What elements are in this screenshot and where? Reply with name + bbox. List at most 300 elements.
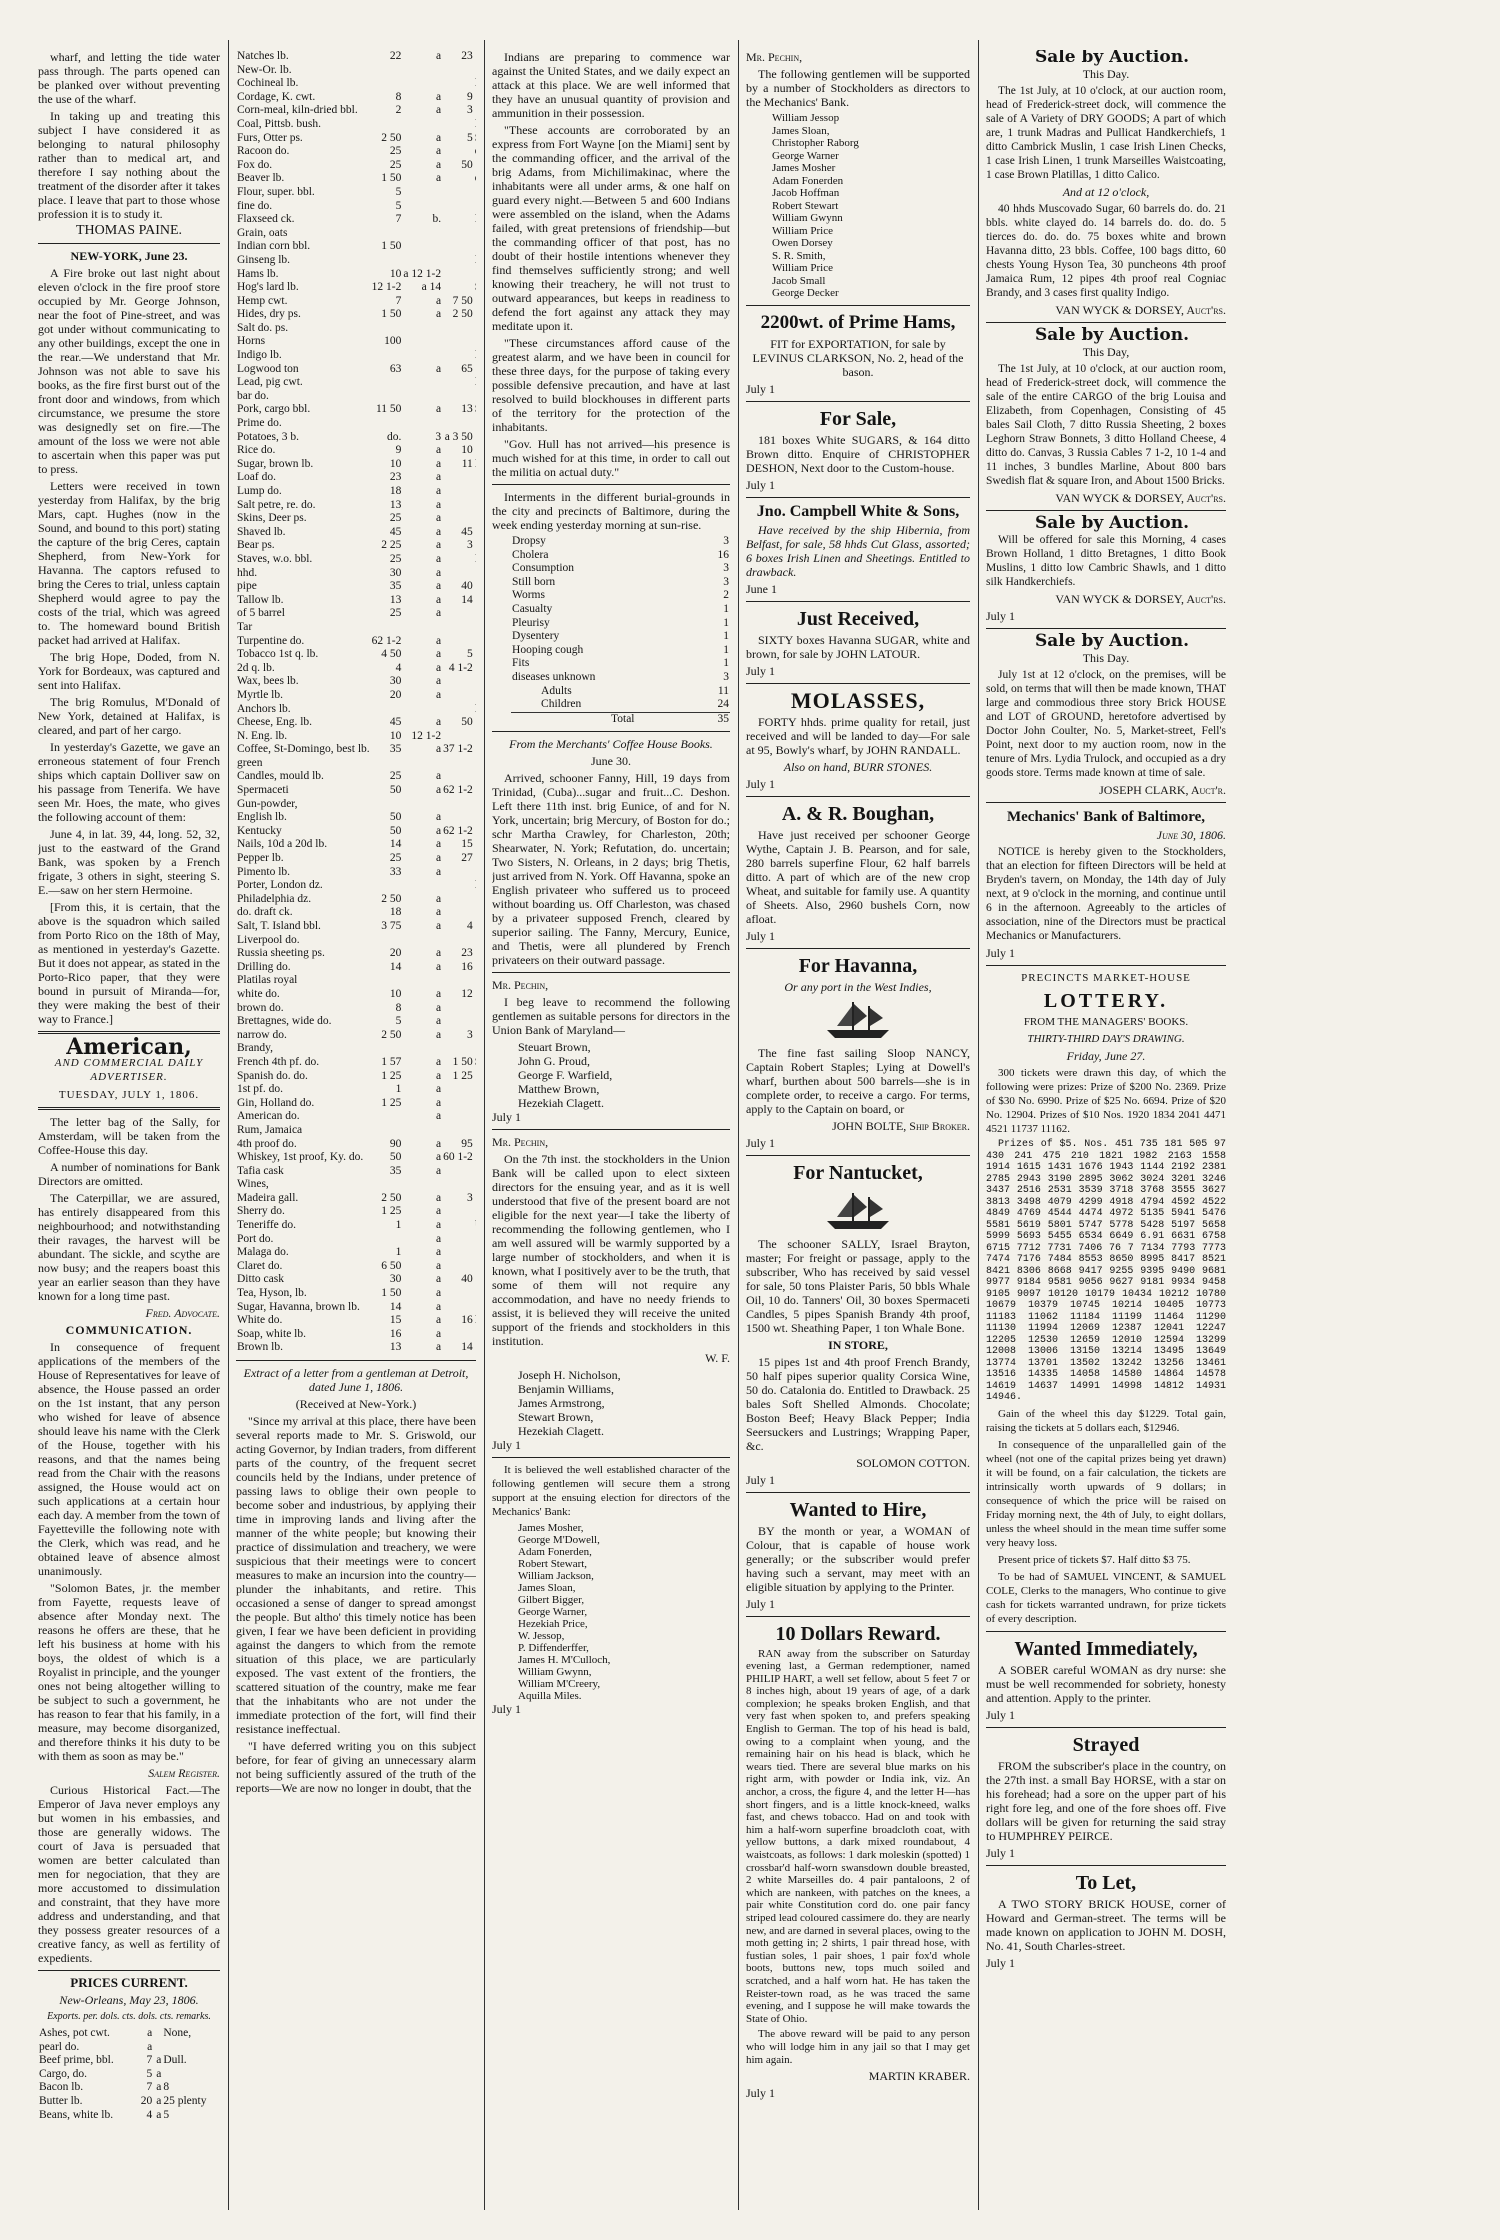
table-cell: 13 xyxy=(389,593,402,606)
dateline: June 30. xyxy=(591,754,631,769)
source-credit: Salem Register. xyxy=(148,1766,220,1780)
table-cell: Pepper lb. xyxy=(237,852,284,865)
column-2 xyxy=(236,50,476,2200)
prices-table xyxy=(236,50,476,1355)
table-cell: 2 xyxy=(395,104,402,117)
divider xyxy=(492,731,730,732)
list-item: George Warner xyxy=(772,149,839,162)
table-cell xyxy=(371,376,403,390)
table-cell xyxy=(474,743,476,757)
article-paragraph: Indians are preparing to commence war against the United States, and we daily expect an attack at this place. We are well informed that they have an unusual quantity of provision and ammunition in their possession. xyxy=(492,50,730,120)
table-cell xyxy=(402,1042,442,1056)
table-row xyxy=(236,567,476,581)
table-cell xyxy=(442,376,474,390)
table-cell: a xyxy=(435,457,442,470)
table-cell: 25 xyxy=(389,852,402,865)
list-item: Owen Dorsey xyxy=(772,237,833,249)
divider xyxy=(746,1492,970,1493)
table-cell: a xyxy=(435,50,442,62)
table-cell: Total xyxy=(511,712,709,726)
table-cell: 62 1-2 xyxy=(371,634,402,647)
table-row xyxy=(236,1260,476,1274)
ad-title: Sale by Auction. xyxy=(1035,631,1189,651)
table-cell: 13 xyxy=(461,403,473,416)
table-cell: 20 xyxy=(140,2094,153,2107)
table-cell: 4 xyxy=(395,661,402,674)
table-cell xyxy=(442,77,474,91)
divider xyxy=(746,796,970,797)
table-cell: a xyxy=(435,920,442,932)
table-cell xyxy=(402,390,442,404)
table-row xyxy=(236,349,476,363)
table-cell: Fox do. xyxy=(237,158,273,171)
table-row xyxy=(236,281,476,295)
table-cell xyxy=(442,268,474,282)
table-cell: 95 xyxy=(461,1137,473,1150)
table-row xyxy=(236,104,476,118)
ad-date: July 1 xyxy=(492,1438,522,1453)
list-item: W. Jessop, xyxy=(518,1630,565,1643)
table-row xyxy=(236,213,476,227)
table-row xyxy=(236,1151,476,1165)
article-paragraph: "These circumstances afford cause of the greatest alarm, and we have been in council for these three days, for the purpose of taking every possible defensive precaution, and have at last resolved to build blockhouses in different parts of the territory for the protection of the inhabitants. xyxy=(492,336,730,434)
table-cell xyxy=(474,825,476,839)
table-cell: 5 xyxy=(395,1015,402,1028)
table-cell: 3 xyxy=(723,535,729,547)
column-rule xyxy=(738,40,739,2210)
table-cell xyxy=(474,186,476,200)
table-cell xyxy=(474,471,476,485)
list-item: William Gwynn, xyxy=(518,1666,592,1679)
table-cell: a xyxy=(435,444,442,457)
ad-date: July 1 xyxy=(746,477,776,492)
table-row xyxy=(236,1097,476,1111)
table-cell xyxy=(474,499,476,513)
list-item: John G. Proud, xyxy=(518,1054,591,1069)
table-cell xyxy=(442,512,474,526)
table-cell xyxy=(474,485,476,499)
table-cell xyxy=(371,757,403,771)
table-cell xyxy=(474,553,476,567)
ad-text: BY the month or year, a WOMAN of Colour, that is capable of house work generally; or the subscriber would prefer having such a servant, may meet with an eligible situation by applying to the Printer. xyxy=(746,1523,970,1594)
ad-title: Strayed xyxy=(1072,1733,1140,1756)
ad-title: For Sale, xyxy=(819,407,897,430)
table-cell xyxy=(442,213,474,227)
table-cell xyxy=(402,1124,442,1138)
table-cell: a xyxy=(435,1137,442,1150)
table-row xyxy=(38,2068,220,2082)
table-cell xyxy=(442,621,474,635)
signature: THOMAS PAINE. xyxy=(75,223,183,238)
table-header: Exports. per. dols. cts. dols. cts. remarks. xyxy=(47,2011,211,2022)
name-list xyxy=(492,1522,730,1702)
table-row xyxy=(511,630,730,644)
table-cell: American do. xyxy=(237,1110,300,1123)
table-cell: 18 xyxy=(389,906,402,919)
table-cell: a xyxy=(435,90,442,103)
table-cell xyxy=(371,798,403,812)
table-row xyxy=(236,363,476,377)
table-cell xyxy=(474,1287,476,1301)
table-row xyxy=(236,743,476,757)
table-cell: a xyxy=(156,2108,162,2121)
table-row xyxy=(38,2027,220,2041)
table-cell: Bacon lb. xyxy=(39,2081,84,2094)
ad-title: Sale by Auction. xyxy=(1035,325,1189,345)
table-cell: 50 xyxy=(389,824,402,837)
table-cell: Russia sheeting ps. xyxy=(237,947,325,960)
table-row xyxy=(236,1178,476,1192)
table-cell xyxy=(474,1314,476,1328)
divider xyxy=(746,683,970,684)
table-cell: Casualty xyxy=(512,602,553,615)
table-row xyxy=(236,1287,476,1301)
table-cell: Tar xyxy=(237,620,253,633)
table-row xyxy=(236,1029,476,1043)
table-cell: a xyxy=(435,1341,442,1354)
table-row xyxy=(236,784,476,798)
table-cell xyxy=(153,2041,162,2055)
table-row xyxy=(236,1192,476,1206)
table-cell xyxy=(442,145,474,159)
table-cell: 16 xyxy=(717,548,729,561)
table-cell: a xyxy=(435,104,442,117)
table-cell: 1 xyxy=(723,630,729,643)
ad-subtitle: THIRTY-THIRD DAY'S DRAWING. xyxy=(1027,1033,1185,1045)
table-cell: None, xyxy=(163,2027,192,2039)
divider xyxy=(38,1970,220,1971)
table-cell xyxy=(442,1042,474,1056)
table-cell xyxy=(442,390,474,404)
table-cell xyxy=(442,186,474,200)
table-cell xyxy=(442,635,474,649)
table-cell xyxy=(474,1029,476,1043)
table-cell xyxy=(474,811,476,825)
table-cell: Furs, Otter ps. xyxy=(237,131,303,144)
list-item: William Jessop xyxy=(772,112,840,124)
table-cell: Porter, London dz. xyxy=(237,879,323,892)
table-cell: 3 xyxy=(467,539,473,552)
ad-subtitle: And at 12 o'clock, xyxy=(1062,185,1150,199)
table-cell xyxy=(474,1138,476,1152)
table-cell: a xyxy=(435,1232,442,1245)
ad-date: July 1 xyxy=(492,1110,522,1125)
table-cell xyxy=(371,64,403,78)
table-cell: Racoon do. xyxy=(237,145,290,158)
table-cell: Ditto cask xyxy=(237,1273,284,1286)
table-cell: bar do. xyxy=(237,389,269,402)
table-cell: 2 50 xyxy=(381,131,402,144)
list-item: P. Diffenderffer, xyxy=(518,1642,589,1655)
table-row xyxy=(236,934,476,948)
ad-title: A. & R. Boughan, xyxy=(781,802,935,825)
table-cell: a xyxy=(435,865,442,878)
table-cell xyxy=(442,172,474,186)
table-row xyxy=(236,268,476,282)
ad-text: FIT for EXPORTATION, for sale by LEVINUS CLARKSON, No. 2, head of the bason. xyxy=(752,336,964,379)
table-cell xyxy=(474,200,476,214)
ad-date: July 1 xyxy=(746,1472,776,1487)
table-row xyxy=(511,603,730,617)
signature: JOSEPH CLARK, Auct'r. xyxy=(1099,783,1226,797)
table-cell: Loaf do. xyxy=(237,471,276,484)
table-cell xyxy=(442,485,474,499)
ad-title: To Let, xyxy=(1075,1871,1137,1894)
table-cell: 1 25 xyxy=(452,1069,473,1082)
ad-text: FROM the subscriber's place in the country, on the 27th inst. a small Bay HORSE, with a star on his forehead; had a sore on the upper part of his right fore leg, and one of the fore shoes off. Five dollars will be given for returning the said stray to HUMPHREY PEIRCE. xyxy=(986,1758,1226,1843)
ad-text: Will be offered for sale this Morning, 4 cases Brown Holland, 1 ditto Bretagnes, 1 ditto Book Muslins, 1 ditto low Cambric Shawls, and 1 ditto silk Handkerchiefs. xyxy=(986,534,1226,588)
ad-date: July 1 xyxy=(746,1135,776,1150)
table-cell xyxy=(442,335,474,349)
table-cell: a xyxy=(435,566,442,579)
article-paragraph: Curious Historical Fact.—The Emperor of Java never employs any but women in his embassies, and those are generally widows. The court of Java is persuaded that women are better calculated than men for negociation, that they are more accustomed to dissimulation and constraint, that they have more address and understanding, and that they possess greater resources of a creative fancy, as well as fertility of expedients. xyxy=(38,1783,220,1965)
ad-title: 2200wt. of Prime Hams, xyxy=(760,311,956,333)
table-cell: Cheese, Eng. lb. xyxy=(237,716,313,729)
table-row xyxy=(236,866,476,880)
table-cell xyxy=(371,703,403,717)
table-cell: a xyxy=(435,539,442,552)
table-cell: 37 1-2 xyxy=(443,743,473,756)
table-cell: 12 xyxy=(461,987,473,1000)
table-cell xyxy=(442,1097,474,1111)
table-cell xyxy=(474,118,476,132)
list-item: Joseph H. Nicholson, xyxy=(518,1368,621,1383)
table-cell xyxy=(442,1301,474,1315)
table-cell: 62 1-2 xyxy=(443,824,473,837)
table-cell: Rice do. xyxy=(237,444,276,457)
table-cell xyxy=(474,635,476,649)
table-cell xyxy=(442,64,474,78)
table-cell: Tea, Hyson, lb. xyxy=(237,1287,307,1300)
table-cell: 20 xyxy=(389,688,402,701)
table-cell: Cargo, do. xyxy=(39,2067,88,2080)
table-cell xyxy=(474,159,476,173)
list-item: George Warner, xyxy=(518,1606,588,1619)
table-cell: a xyxy=(435,1246,442,1259)
table-cell: Spanish do. do. xyxy=(237,1069,308,1082)
salutation: Mr. Pechin, xyxy=(492,1135,549,1150)
table-cell xyxy=(474,988,476,1002)
table-cell xyxy=(474,1260,476,1274)
table-cell: 15 xyxy=(461,838,473,851)
table-cell: Bear ps. xyxy=(237,539,275,552)
table-cell xyxy=(442,703,474,717)
table-row xyxy=(236,703,476,717)
table-cell: Skins, Deer ps. xyxy=(237,512,307,525)
table-row xyxy=(236,1314,476,1328)
table-cell: 1 xyxy=(723,602,729,615)
table-cell: 1 50 xyxy=(452,1055,473,1068)
table-cell: a xyxy=(435,811,442,824)
table-cell: Whiskey, 1st proof, Ky. do. xyxy=(237,1151,364,1164)
table-cell: Rum, Jamaica xyxy=(237,1123,303,1136)
table-row xyxy=(511,644,730,658)
table-cell xyxy=(474,1110,476,1124)
ad-subtitle: FROM THE MANAGERS' BOOKS. xyxy=(1023,1016,1189,1028)
table-cell: 20 xyxy=(389,947,402,960)
masthead-subtitle: AND COMMERCIAL DAILY ADVERTISER. xyxy=(54,1057,204,1083)
table-row xyxy=(236,893,476,907)
table-cell xyxy=(474,594,476,608)
table-cell: 5 xyxy=(395,185,402,198)
issue-date: TUESDAY, JULY 1, 1806. xyxy=(58,1089,200,1101)
table-row xyxy=(236,947,476,961)
table-cell: 2 50 xyxy=(381,892,402,905)
table-row xyxy=(236,417,476,431)
table-cell: 14 xyxy=(461,1341,473,1354)
table-row xyxy=(511,549,730,563)
ad-subtitle: This Day, xyxy=(1082,345,1130,359)
table-cell: 1 xyxy=(395,1083,402,1096)
table-cell xyxy=(442,1246,474,1260)
table-row xyxy=(236,1138,476,1152)
table-cell xyxy=(474,974,476,988)
table-cell: 4th proof do. xyxy=(237,1137,297,1150)
table-cell: a xyxy=(435,1096,442,1109)
table-cell: Indigo lb. xyxy=(237,349,282,362)
ad-text: Present price of tickets $7. Half ditto $3 75. xyxy=(998,1553,1191,1566)
ad-text: Gain of the wheel this day $1229. Total gain, raising the tickets at 5 dollars each, $12946. xyxy=(986,1407,1226,1434)
table-cell xyxy=(371,118,403,132)
table-cell: 3 75 xyxy=(381,920,402,932)
table-cell xyxy=(402,335,442,349)
table-cell xyxy=(474,1341,476,1355)
divider xyxy=(38,243,220,244)
table-cell xyxy=(474,1205,476,1219)
table-row xyxy=(236,458,476,472)
table-cell: b. xyxy=(432,213,442,226)
table-cell xyxy=(442,200,474,214)
table-cell: Wines, xyxy=(237,1178,269,1191)
table-cell: 14 xyxy=(389,838,402,851)
table-row xyxy=(236,186,476,200)
table-cell: a xyxy=(435,634,442,647)
table-cell: 10 xyxy=(389,987,402,1000)
ad-date: July 1 xyxy=(746,381,776,396)
table-cell: a xyxy=(435,906,442,919)
table-cell xyxy=(402,934,442,948)
table-row xyxy=(236,1219,476,1233)
table-row xyxy=(236,50,476,64)
table-cell xyxy=(402,349,442,363)
table-cell xyxy=(442,1219,474,1233)
table-cell xyxy=(442,893,474,907)
divider xyxy=(986,1727,1226,1728)
table-cell xyxy=(371,974,403,988)
ad-text: FORTY hhds. prime quality for retail, just received and will be landed to day—For sale at 95, Bowly's wharf, by JOHN RANDALL. xyxy=(746,714,970,757)
table-cell xyxy=(402,200,442,214)
table-cell: 2 50 xyxy=(452,308,473,321)
table-cell: Pleurisy xyxy=(512,616,550,629)
column-3 xyxy=(492,50,730,2200)
table-cell xyxy=(402,376,442,390)
table-row xyxy=(236,648,476,662)
table-cell: Nails, 10d a 20d lb. xyxy=(237,838,328,851)
table-cell xyxy=(371,1042,403,1056)
table-cell xyxy=(442,1110,474,1124)
table-cell: Gin, Holland do. xyxy=(237,1096,315,1109)
table-row xyxy=(236,526,476,540)
table-row xyxy=(236,77,476,91)
table-cell: Lump do. xyxy=(237,485,282,497)
table-cell: a xyxy=(435,498,442,511)
table-cell: 10 xyxy=(389,457,402,470)
table-row xyxy=(236,390,476,404)
table-cell xyxy=(474,1219,476,1233)
table-cell: 5 xyxy=(467,648,473,661)
table-row xyxy=(38,2095,220,2109)
ad-text: 15 pipes 1st and 4th proof French Brandy, 50 half pipes superior quality Corsica Wine, 50 do. Catalonia do. Entitled to Drawback. 25 bales Soft Shelled Almonds. Chocolate; Boston Beef; Heavy Black Pepper; India Seersuckers and Lustrings; Wrapping Paper, &c. xyxy=(746,1354,970,1453)
list-item: James Mosher, xyxy=(518,1522,584,1535)
table-cell xyxy=(402,64,442,78)
list-item: Jacob Hoffman xyxy=(772,187,840,199)
table-cell: a xyxy=(435,294,442,307)
article-paragraph: "Gov. Hull has not arrived—his presence is much wished for at this time, in order to call out the militia on actual duty." xyxy=(492,437,730,479)
table-row xyxy=(236,594,476,608)
table-row xyxy=(38,2109,220,2123)
list-item: Matthew Brown, xyxy=(518,1082,600,1097)
ad-text: NOTICE is hereby given to the Stockholders, that an election for fifteen Directors will be held at Bryden's tavern, on Monday, the 14th day of July next, at 9 o'clock in the morning, and continue until 6 in the afternoon. Agreeably to the articles of association, nine of the Directors must be practical Mechanics or Manufacturers. xyxy=(986,846,1226,942)
table-cell: 25 xyxy=(389,512,402,525)
table-cell xyxy=(474,431,476,445)
table-row xyxy=(236,1110,476,1124)
table-cell: 14 xyxy=(389,960,402,973)
ad-title: For Havanna, xyxy=(798,954,918,977)
article-paragraph: "I have deferred writing you on this subject before, for fear of giving an unnecessary alarm not being sufficiently assured of the truth of the reports—We are now no longer in doubt, that the xyxy=(236,1739,476,1795)
table-cell xyxy=(474,1056,476,1070)
table-cell: 7 xyxy=(395,213,402,226)
table-cell xyxy=(474,335,476,349)
table-cell: 10 xyxy=(461,444,473,457)
table-cell: pipe xyxy=(237,580,257,593)
news-item: The letter bag of the Sally, for Amsterdam, will be taken from the Coffee-House this day. xyxy=(38,1115,220,1157)
dateline: New-Orleans, May 23, 1806. xyxy=(59,1993,199,2007)
table-cell: 40 xyxy=(461,1273,473,1286)
list-item: Hezekiah Clagett. xyxy=(518,1424,604,1439)
table-cell xyxy=(442,730,474,744)
table-cell xyxy=(442,689,474,703)
table-row xyxy=(236,1002,476,1016)
list-item: S. R. Smith, xyxy=(772,249,826,262)
table-cell: 45 xyxy=(461,525,473,538)
table-cell: Hams lb. xyxy=(237,267,279,280)
table-cell: 1 50 xyxy=(381,240,402,253)
table-cell: 9 xyxy=(467,90,473,103)
table-cell: Coffee, St-Domingo, best lb. xyxy=(237,743,370,756)
table-cell: a xyxy=(435,892,442,905)
table-row xyxy=(236,1056,476,1070)
table-cell: a xyxy=(435,1327,442,1340)
article-paragraph: In consequence of frequent applications of the members of the House of Representatives for leave of absence, the House passed an order on the 1st instant, that any person who wished for leave of absence should leave his name with the Clerk of the House, together with his reasons, and that the names being read from the Chair with the reasons assigned, the House would act on such applications at a certain hour each day. A member from the town of Fayetteville the following note with the Clerk, which was read, and he obtained leave of absence almost unanimously. xyxy=(38,1340,220,1578)
list-item: James H. M'Culloch, xyxy=(518,1654,611,1667)
table-cell: Hemp cwt. xyxy=(237,294,288,307)
table-cell: 25 xyxy=(389,145,402,158)
ad-date: July 1 xyxy=(746,928,776,943)
article-paragraph: wharf, and letting the tide water pass through. The parts opened can be planked over without preventing the use of the wharf. xyxy=(38,50,220,106)
table-cell: pearl do. xyxy=(39,2040,80,2053)
table-cell: 16 xyxy=(461,1314,473,1327)
table-cell xyxy=(474,648,476,662)
table-row xyxy=(236,64,476,78)
list-item: George M'Dowell, xyxy=(518,1534,600,1547)
table-cell: Beans, white lb. xyxy=(39,2108,114,2121)
table-cell: 40 xyxy=(461,580,473,593)
table-row xyxy=(236,471,476,485)
divider xyxy=(986,1865,1226,1866)
ad-text: The 1st July, at 10 o'clock, at our auction room, head of Frederick-street dock, will commence the sale of the entire CARGO of the brig Louisa and Elizabeth, from Copenhagen, Consisting of 45 bales Sail Cloth, 7 ditto Russia Sheeting, 2 boxes Leghorn Straw Bonnets, 3 ditto Holland Cheese, 4 ditto do. Canvas, 3 Russia Cables 7 1-2, 10 1-4 and 11 inches, 3 bundles Marline, About 800 bars Swedish flat & square Iron, and About 1500 Bricks. xyxy=(986,363,1226,487)
table-row xyxy=(236,635,476,649)
table-cell: Pimento lb. xyxy=(237,865,291,878)
